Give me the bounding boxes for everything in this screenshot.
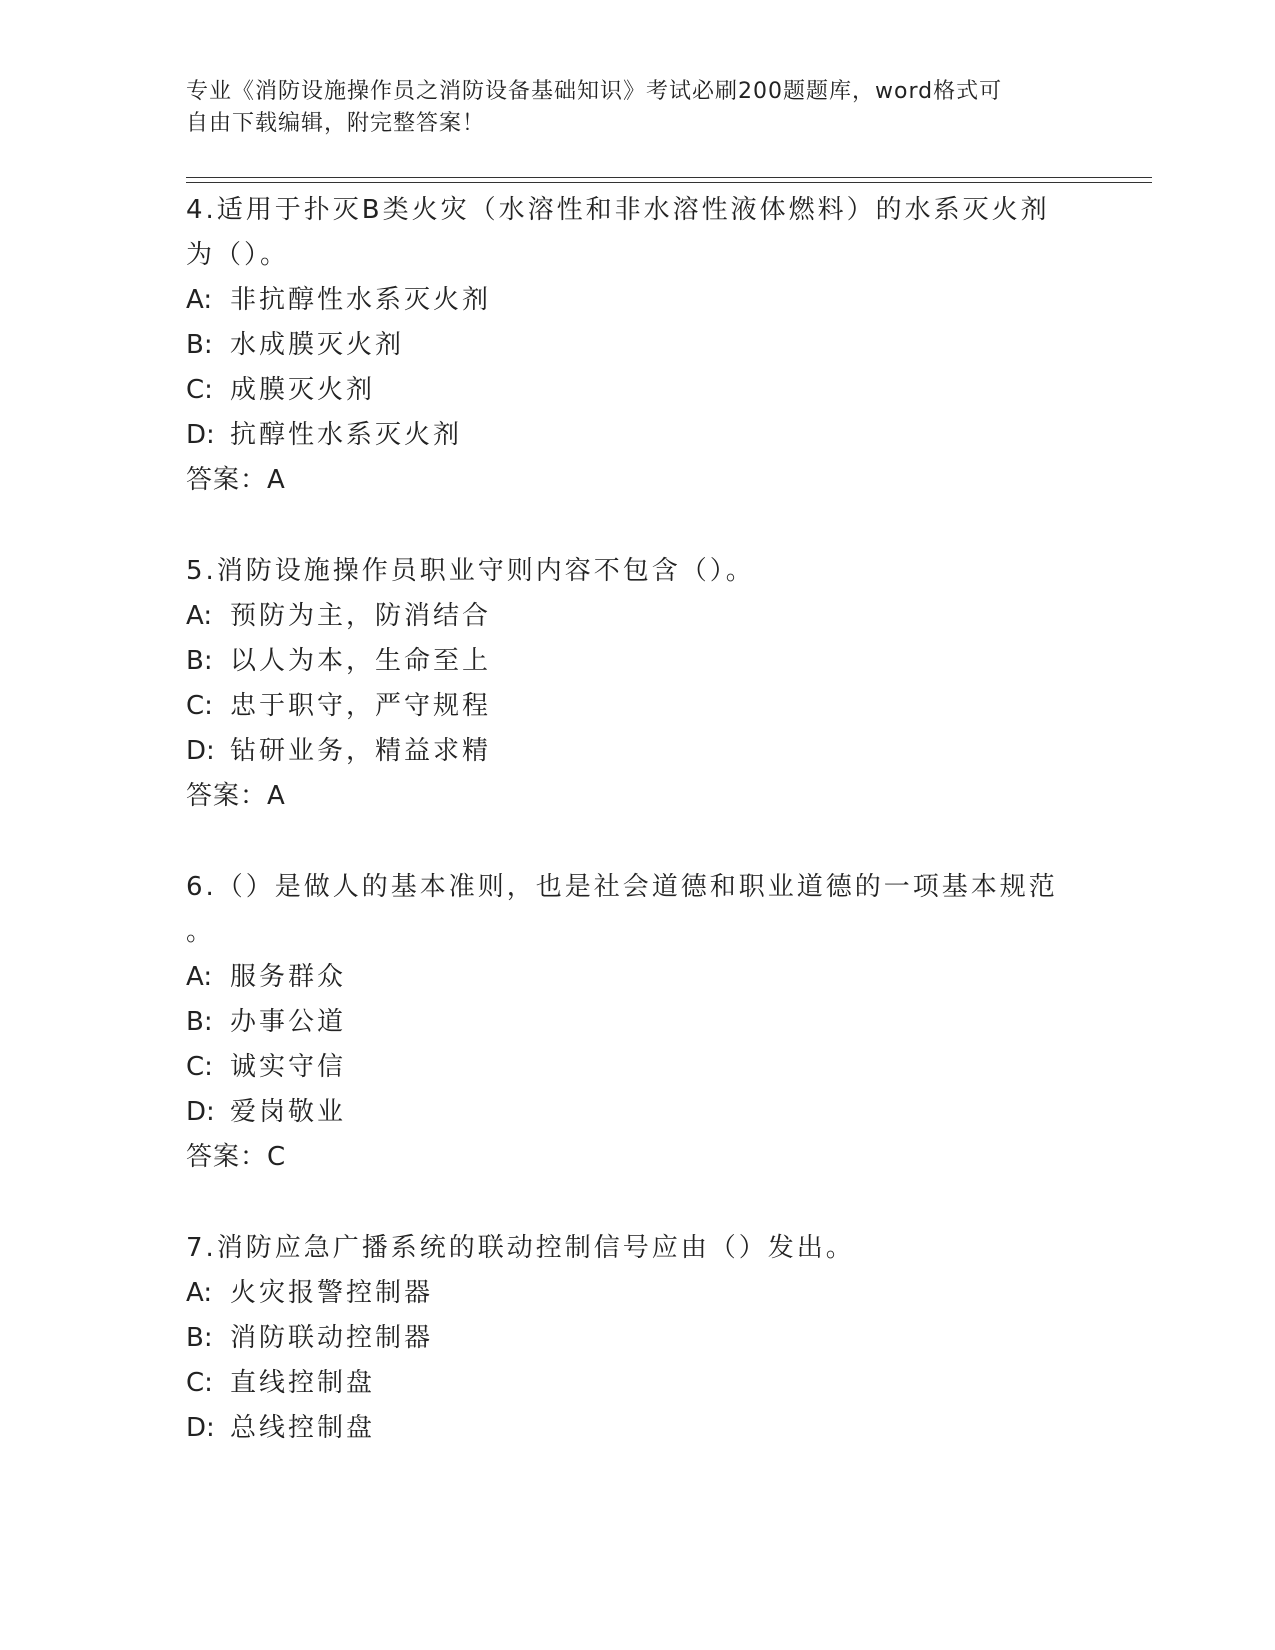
- option-letter: A:: [186, 285, 213, 315]
- question-text-line: 5.消防设施操作员职业守则内容不包含（）。: [186, 556, 755, 586]
- question-7-text: [186, 1226, 1066, 1271]
- header-line-2: 自由下载编辑，附完整答案！: [186, 111, 486, 136]
- option-d: [186, 413, 1066, 458]
- option-a: [186, 955, 1066, 1000]
- option-letter: B:: [186, 1323, 213, 1353]
- option-letter: B:: [186, 330, 213, 360]
- question-5-text: [186, 549, 1066, 594]
- option-c: [186, 368, 1066, 413]
- option-a: [186, 594, 1066, 639]
- option-letter: D:: [186, 1413, 215, 1443]
- option-text: 钻研业务，精益求精: [230, 736, 492, 766]
- option-b: [186, 1316, 1066, 1361]
- option-b: [186, 1000, 1066, 1045]
- answer-line: 答案：C: [186, 1142, 287, 1172]
- option-b: [186, 323, 1066, 368]
- option-text: 忠于职守，严守规程: [230, 691, 492, 721]
- option-letter: A:: [186, 1278, 213, 1308]
- option-letter: C:: [186, 375, 213, 405]
- option-c: [186, 1045, 1066, 1090]
- option-text: 办事公道: [230, 1007, 347, 1037]
- option-a: [186, 1271, 1066, 1316]
- option-letter: C:: [186, 1368, 213, 1398]
- option-text: 消防联动控制器: [230, 1323, 434, 1353]
- option-text: 服务群众: [230, 962, 347, 992]
- option-d: [186, 1090, 1066, 1135]
- option-letter: C:: [186, 691, 213, 721]
- question-text-line: 4.适用于扑灭B类火灾（水溶性和非水溶性液体燃料）的水系灭火剂: [186, 195, 1050, 225]
- header-line-1: 专业《消防设施操作员之消防设备基础知识》考试必刷200题题库，word格式可: [186, 79, 1003, 104]
- option-d: [186, 1406, 1066, 1451]
- option-text: 以人为本，生命至上: [230, 646, 492, 676]
- option-letter: B:: [186, 646, 213, 676]
- header-divider: [186, 177, 1152, 183]
- spacer: [186, 1180, 1066, 1226]
- question-5: [186, 549, 1066, 819]
- question-4: [186, 188, 1066, 503]
- option-text: 非抗醇性水系灭火剂: [230, 285, 492, 315]
- option-c: [186, 684, 1066, 729]
- option-d: [186, 729, 1066, 774]
- option-letter: A:: [186, 962, 213, 992]
- option-letter: D:: [186, 420, 215, 450]
- question-6: [186, 865, 1066, 1180]
- option-b: [186, 639, 1066, 684]
- option-text: 直线控制盘: [230, 1368, 376, 1398]
- option-letter: C:: [186, 1052, 213, 1082]
- question-list: [186, 188, 1066, 1451]
- option-text: 火灾报警控制器: [230, 1278, 434, 1308]
- question-text-line: 7.消防应急广播系统的联动控制信号应由（）发出。: [186, 1233, 855, 1263]
- question-text-line: 为（）。: [186, 240, 290, 270]
- option-text: 诚实守信: [230, 1052, 347, 1082]
- option-letter: B:: [186, 1007, 213, 1037]
- option-text: 成膜灭火剂: [230, 375, 376, 405]
- option-letter: D:: [186, 1097, 215, 1127]
- question-text-line: 。: [186, 917, 216, 947]
- option-text: 爱岗敬业: [230, 1097, 347, 1127]
- spacer: [186, 819, 1066, 865]
- document-header: [186, 76, 1066, 140]
- option-text: 抗醇性水系灭火剂: [230, 420, 463, 450]
- answer-line: 答案：A: [186, 465, 286, 495]
- option-a: [186, 278, 1066, 323]
- spacer: [186, 503, 1066, 549]
- option-text: 水成膜灭火剂: [230, 330, 405, 360]
- question-4-text: [186, 188, 1066, 278]
- question-text-line: 6.（）是做人的基本准则，也是社会道德和职业道德的一项基本规范: [186, 872, 1058, 902]
- question-6-text: [186, 865, 1066, 955]
- question-7: [186, 1226, 1066, 1451]
- option-text: 预防为主，防消结合: [230, 601, 492, 631]
- option-c: [186, 1361, 1066, 1406]
- answer-line: 答案：A: [186, 781, 286, 811]
- option-text: 总线控制盘: [230, 1413, 376, 1443]
- option-letter: D:: [186, 736, 215, 766]
- option-letter: A:: [186, 601, 213, 631]
